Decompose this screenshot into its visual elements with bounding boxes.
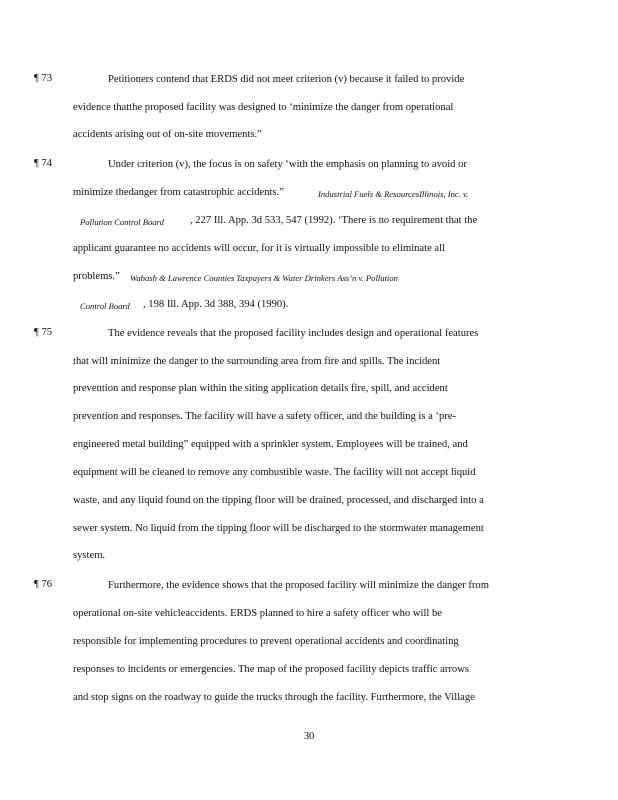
- paragraph-mark: ¶ 73: [34, 73, 53, 84]
- paragraph-line: that will minimize the danger to the surrounding area from fire and spills. The incident: [73, 356, 441, 367]
- paragraph-line: equipment will be cleaned to remove any combustible waste. The facility will not accept liquid: [73, 467, 476, 478]
- paragraph-line: minimize thedanger from catastrophic accidents.”: [73, 187, 284, 198]
- page-number: 30: [303, 731, 315, 742]
- paragraph-line: responsible for implementing procedures to prevent operational accidents and coordinating: [73, 636, 459, 647]
- case-citation-italic: Pollution Control Board: [80, 217, 164, 227]
- paragraph-line: prevention and responses. The facility will have a safety officer, and the building is a ‘pre-: [73, 411, 457, 422]
- paragraph-line: responses to incidents or emergencies. The map of the proposed facility depicts traffic arrows: [73, 664, 469, 675]
- paragraph-line: , 198 Ill. App. 3d 388, 394 (1990).: [143, 299, 289, 310]
- paragraph-line: evidence thatthe proposed facility was designed to ‘minimize the danger from operational: [73, 102, 454, 113]
- case-citation-italic: Wabash & Lawrence Counties Taxpayers & Water Drinkers Ass’n v. Pollution: [130, 273, 398, 283]
- paragraph-line: engineered metal building” equipped with a sprinkler system. Employees will be trained, and: [73, 439, 468, 450]
- case-citation-italic: Control Board: [80, 301, 130, 311]
- paragraph-line: Under criterion (v), the focus is on safety ‘with the emphasis on planning to avoid or: [108, 159, 467, 170]
- paragraph-line: sewer system. No liquid from the tipping floor will be discharged to the stormwater management: [73, 523, 484, 534]
- paragraph-line: operational on-site vehicleaccidents. ERDS planned to hire a safety officer who will be: [73, 608, 442, 619]
- paragraph-line: Furthermore, the evidence shows that the proposed facility will minimize the danger from: [108, 580, 489, 591]
- paragraph-line: prevention and response plan within the siting application details fire, spill, and accident: [73, 383, 448, 394]
- paragraph-line: system.: [73, 550, 106, 561]
- paragraph-line: , 227 Ill. App. 3d 533, 547 (1992). ‘There is no requirement that the: [190, 215, 478, 226]
- paragraph-line: and stop signs on the roadway to guide the trucks through the facility. Furthermore, the Village: [73, 692, 475, 703]
- paragraph-mark: ¶ 75: [34, 327, 53, 338]
- case-citation-italic: Industrial Fuels & ResourcesIllinois, Inc. v.: [318, 189, 469, 199]
- paragraph-line: accidents arising out of on-site movements.”: [73, 129, 262, 140]
- paragraph-line: Petitioners contend that ERDS did not meet criterion (v) because it failed to provide: [108, 74, 465, 85]
- paragraph-mark: ¶ 74: [34, 158, 53, 169]
- paragraph-mark: ¶ 76: [34, 579, 53, 590]
- paragraph-line: applicant guarantee no accidents will occur, for it is virtually impossible to eliminate all: [73, 243, 446, 254]
- paragraph-line: The evidence reveals that the proposed facility includes design and operational features: [108, 328, 479, 339]
- paragraph-line: waste, and any liquid found on the tipping floor will be drained, processed, and discharged into a: [73, 495, 484, 506]
- paragraph-line: problems.”: [73, 271, 120, 282]
